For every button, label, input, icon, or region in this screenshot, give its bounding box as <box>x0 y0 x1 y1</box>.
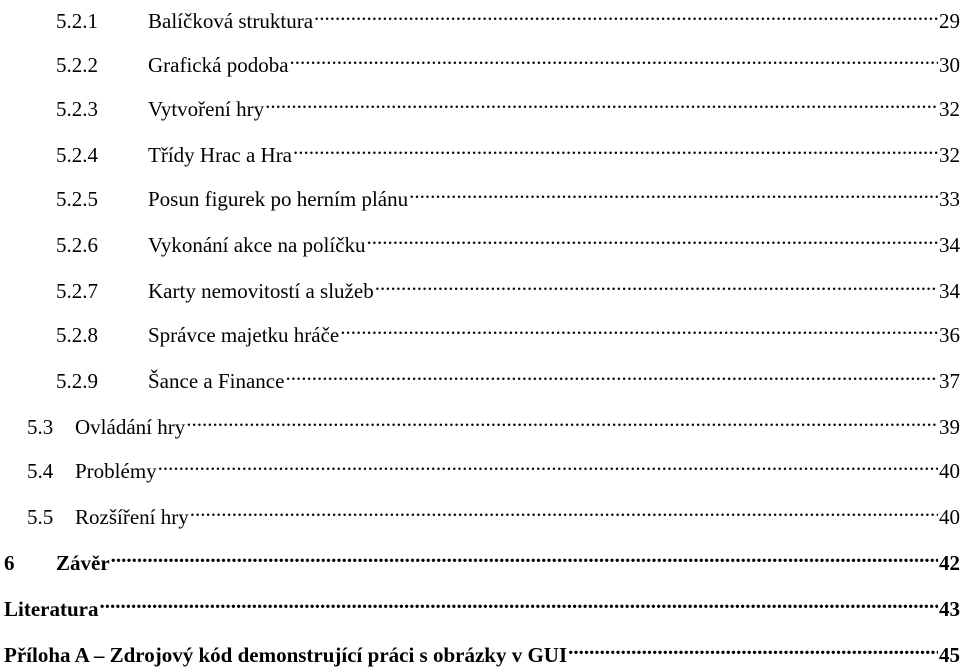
toc-entry-number: 5.2.2 <box>56 53 98 77</box>
dot-leader <box>290 46 938 72</box>
toc-entry-page: 40 <box>939 505 960 529</box>
toc-entry-number: 5.2.6 <box>56 233 98 257</box>
toc-entry[interactable] <box>56 316 960 348</box>
toc-entry-page: 37 <box>939 369 960 393</box>
toc-entry-page: 30 <box>939 53 960 77</box>
toc-entry[interactable] <box>4 590 960 622</box>
toc-entry-title: Správce majetku hráče <box>148 323 340 347</box>
toc-entry-number: 5.2.4 <box>56 143 98 167</box>
dot-leader <box>158 452 938 478</box>
dot-leader <box>293 136 938 162</box>
toc-entry[interactable] <box>27 452 960 484</box>
toc-entry-title: Grafická podoba <box>148 53 289 77</box>
toc-entry[interactable] <box>56 2 960 34</box>
dot-leader <box>409 180 938 206</box>
dot-leader <box>265 90 938 116</box>
toc-entry-title: Posun figurek po herním plánu <box>148 187 409 211</box>
dot-leader <box>375 272 938 298</box>
toc-entry-page: 34 <box>939 279 960 303</box>
toc-entry-number: 5.2.7 <box>56 279 98 303</box>
toc-entry-title: Závěr <box>56 551 110 575</box>
dot-leader <box>99 590 938 616</box>
toc-entry-number: 5.5 <box>27 505 54 529</box>
toc-entry-title: Ovládání hry <box>75 415 186 439</box>
toc-entry-title: Třídy Hrac a Hra <box>148 143 293 167</box>
dot-leader <box>186 408 938 434</box>
dot-leader <box>111 544 938 570</box>
toc-entry-page: 36 <box>939 323 960 347</box>
toc-entry-number: 5.2.3 <box>56 97 98 121</box>
toc-entry[interactable] <box>27 408 960 440</box>
dot-leader <box>314 2 938 28</box>
toc-entry-page: 40 <box>939 459 960 483</box>
toc-entry-number: 5.2.5 <box>56 187 98 211</box>
toc-entry-number: 5.4 <box>27 459 54 483</box>
toc-entry-title: Příloha A – Zdrojový kód demonstrující práci s obrázky v GUI <box>4 643 568 667</box>
toc-entry[interactable] <box>56 272 960 304</box>
toc-entry[interactable] <box>56 362 960 394</box>
toc-entry[interactable] <box>56 180 960 212</box>
toc-entry[interactable] <box>56 136 960 168</box>
toc-entry-page: 42 <box>939 551 960 575</box>
toc-entry-page: 32 <box>939 97 960 121</box>
toc-entry-page: 34 <box>939 233 960 257</box>
toc-entry[interactable] <box>4 544 960 576</box>
toc-entry-page: 39 <box>939 415 960 439</box>
toc-entry-title: Šance a Finance <box>148 369 285 393</box>
toc-entry-title: Vytvoření hry <box>148 97 265 121</box>
toc-entry-number: 5.2.1 <box>56 9 98 33</box>
toc-entry-page: 33 <box>939 187 960 211</box>
toc-entry-number: 5.2.8 <box>56 323 98 347</box>
toc-entry-title: Karty nemovitostí a služeb <box>148 279 374 303</box>
toc-entry-title: Balíčková struktura <box>148 9 314 33</box>
toc-entry[interactable] <box>56 90 960 122</box>
toc-entry-title: Rozšíření hry <box>75 505 189 529</box>
toc-entry-number: 6 <box>4 551 15 575</box>
toc-entry-page: 45 <box>939 643 960 667</box>
dot-leader <box>367 226 938 252</box>
toc-entry[interactable] <box>56 226 960 258</box>
dot-leader <box>340 316 938 342</box>
toc-entry[interactable] <box>27 498 960 530</box>
dot-leader <box>285 362 938 388</box>
toc-entry[interactable] <box>4 636 960 668</box>
toc-entry-number: 5.3 <box>27 415 54 439</box>
dot-leader <box>190 498 938 524</box>
toc-entry-page: 43 <box>939 597 960 621</box>
toc-entry-page: 29 <box>939 9 960 33</box>
toc-entry-page: 32 <box>939 143 960 167</box>
toc-entry-title: Problémy <box>75 459 157 483</box>
toc-entry-title: Vykonání akce na políčku <box>148 233 366 257</box>
toc-entry[interactable] <box>56 46 960 78</box>
toc-entry-number: 5.2.9 <box>56 369 98 393</box>
dot-leader <box>568 636 938 662</box>
toc-entry-title: Literatura <box>4 597 99 621</box>
